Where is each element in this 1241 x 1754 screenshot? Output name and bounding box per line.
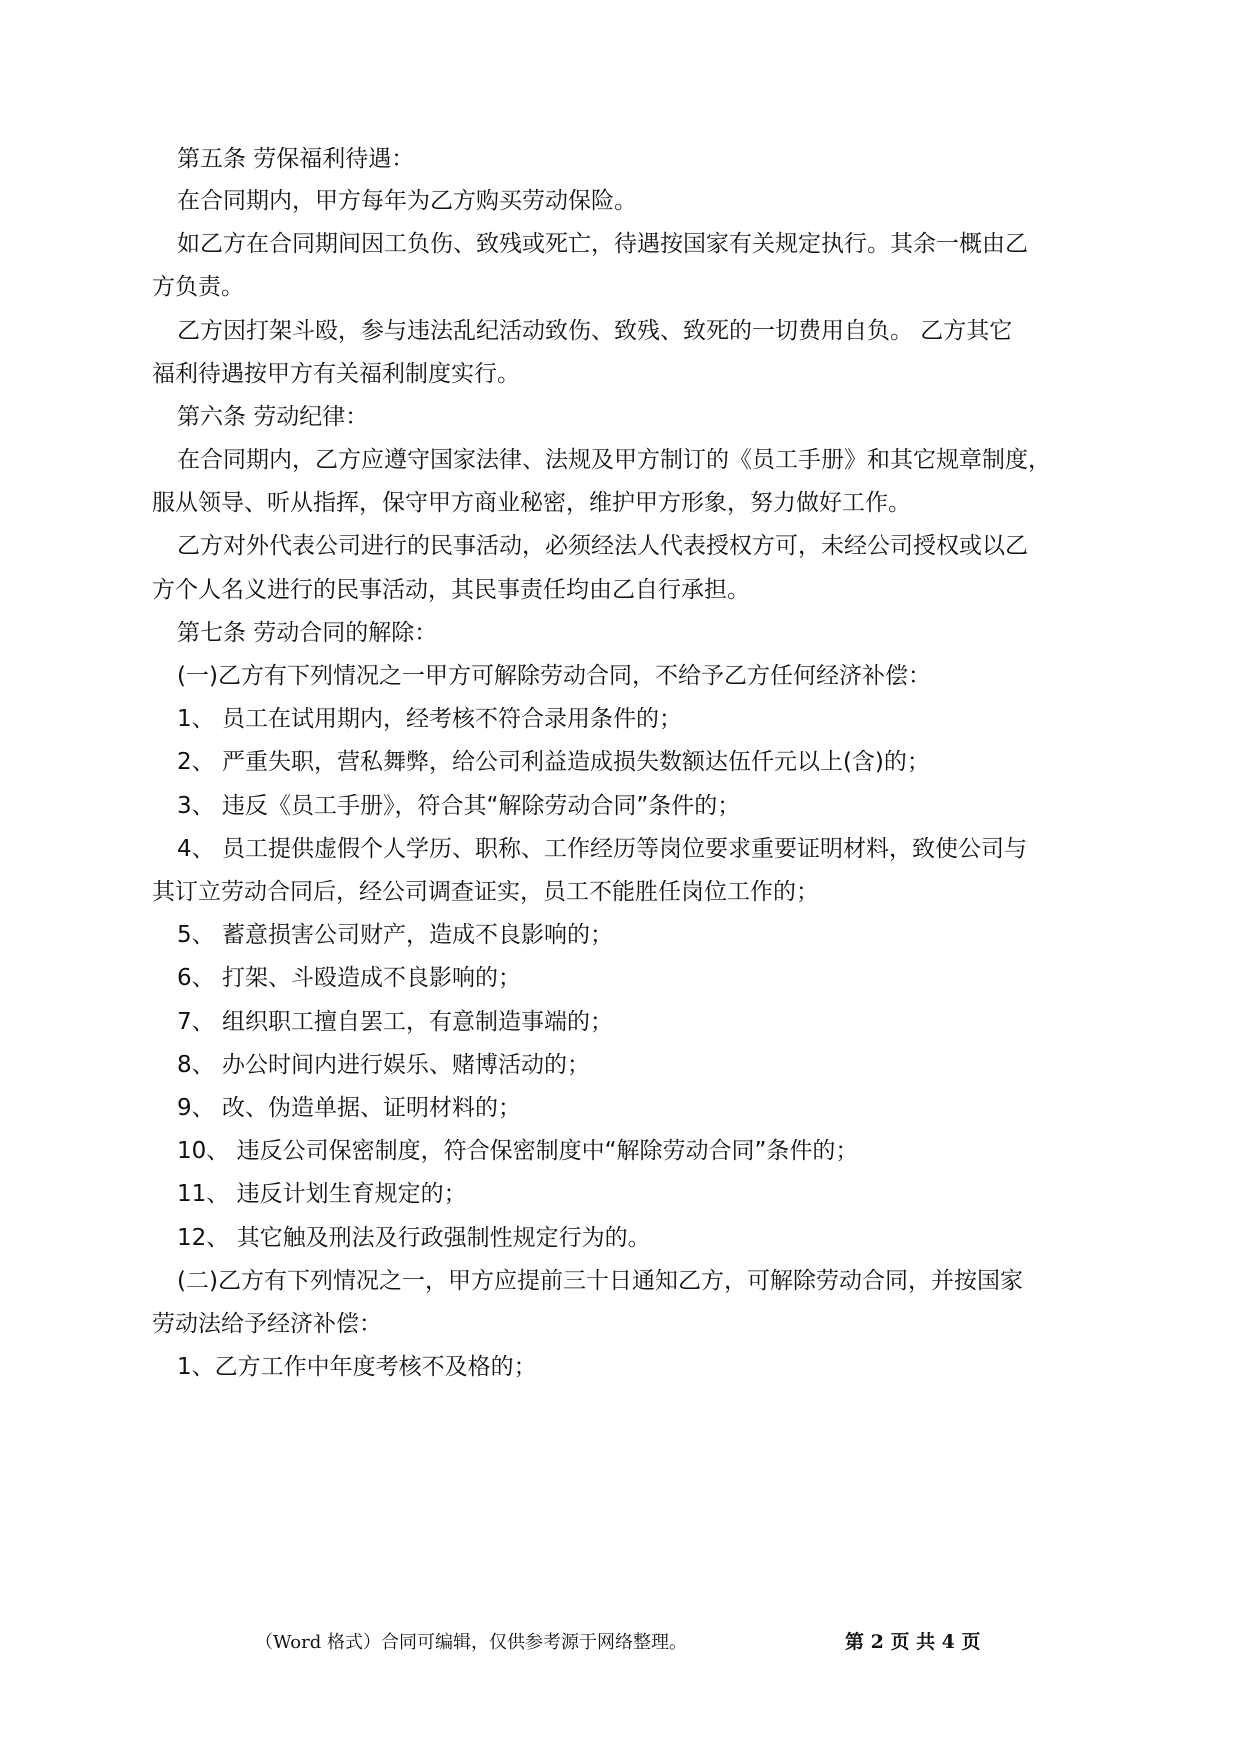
page-number: 第 2 页 共 4 页	[845, 1631, 981, 1653]
paragraph-line: 如乙方在合同期间因工负伤、致残或死亡，待遇按国家有关规定执行。其余一概由乙	[177, 231, 1028, 257]
paragraph-line: 方个人名义进行的民事活动，其民事责任均由乙自行承担。	[152, 577, 750, 603]
list-item: 12、 其它触及刑法及行政强制性规定行为的。	[177, 1225, 651, 1251]
list-item: 9、 改、伪造单据、证明材料的；	[177, 1095, 521, 1121]
section-1-heading: (一)乙方有下列情况之一甲方可解除劳动合同，不给予乙方任何经济补偿：	[177, 663, 931, 689]
list-item: 1、 员工在试用期内，经考核不符合录用条件的；	[177, 706, 682, 732]
list-item-continuation: 其订立劳动合同后，经公司调查证实，员工不能胜任岗位工作的；	[152, 879, 819, 905]
list-item: 10、 违反公司保密制度，符合保密制度中“解除劳动合同”条件的；	[177, 1138, 859, 1164]
paragraph-line: 在合同期内，乙方应遵守国家法律、法规及甲方制订的《员工手册》和其它规章制度，	[177, 447, 1051, 473]
paragraph-line: 乙方因打架斗殴，参与违法乱纪活动致伤、致残、致死的一切费用自负。 乙方其它	[177, 318, 1013, 344]
paragraph-line: 乙方对外代表公司进行的民事活动，必须经法人代表授权方可，未经公司授权或以乙	[177, 533, 1028, 559]
paragraph-line: 福利待遇按甲方有关福利制度实行。	[152, 361, 520, 387]
paragraph-line: 服从领导、听从指挥，保守甲方商业秘密，维护甲方形象，努力做好工作。	[152, 490, 911, 516]
list-item: 8、 办公时间内进行娱乐、赌博活动的；	[177, 1052, 590, 1078]
list-item: 2、 严重失职，营私舞弊，给公司利益造成损失数额达伍仟元以上(含)的；	[177, 749, 930, 775]
list-item: 4、 员工提供虚假个人学历、职称、工作经历等岗位要求重要证明材料，致使公司与	[177, 836, 1027, 862]
article-6-heading: 第六条 劳动纪律：	[177, 404, 369, 430]
article-7-heading: 第七条 劳动合同的解除：	[177, 620, 438, 646]
list-item: 7、 组织职工擅自罢工，有意制造事端的；	[177, 1009, 613, 1035]
paragraph-line: 方负责。	[152, 274, 244, 300]
list-item: 3、 违反《员工手册》，符合其“解除劳动合同”条件的；	[177, 793, 741, 819]
list-item: 6、 打架、斗殴造成不良影响的；	[177, 965, 521, 991]
section-2-heading-continuation: 劳动法给予经济补偿：	[152, 1311, 382, 1337]
footer-note: （Word 格式）合同可编辑，仅供参考源于网络整理。	[255, 1632, 687, 1653]
paragraph-line: 在合同期内，甲方每年为乙方购买劳动保险。	[177, 188, 637, 214]
list-item: 11、 违反计划生育规定的；	[177, 1181, 467, 1207]
section-2-heading: (二)乙方有下列情况之一，甲方应提前三十日通知乙方，可解除劳动合同，并按国家	[177, 1268, 1023, 1294]
list-item: 1、乙方工作中年度考核不及格的；	[177, 1354, 537, 1380]
list-item: 5、 蓄意损害公司财产，造成不良影响的；	[177, 922, 613, 948]
article-5-heading: 第五条 劳保福利待遇：	[177, 146, 415, 172]
